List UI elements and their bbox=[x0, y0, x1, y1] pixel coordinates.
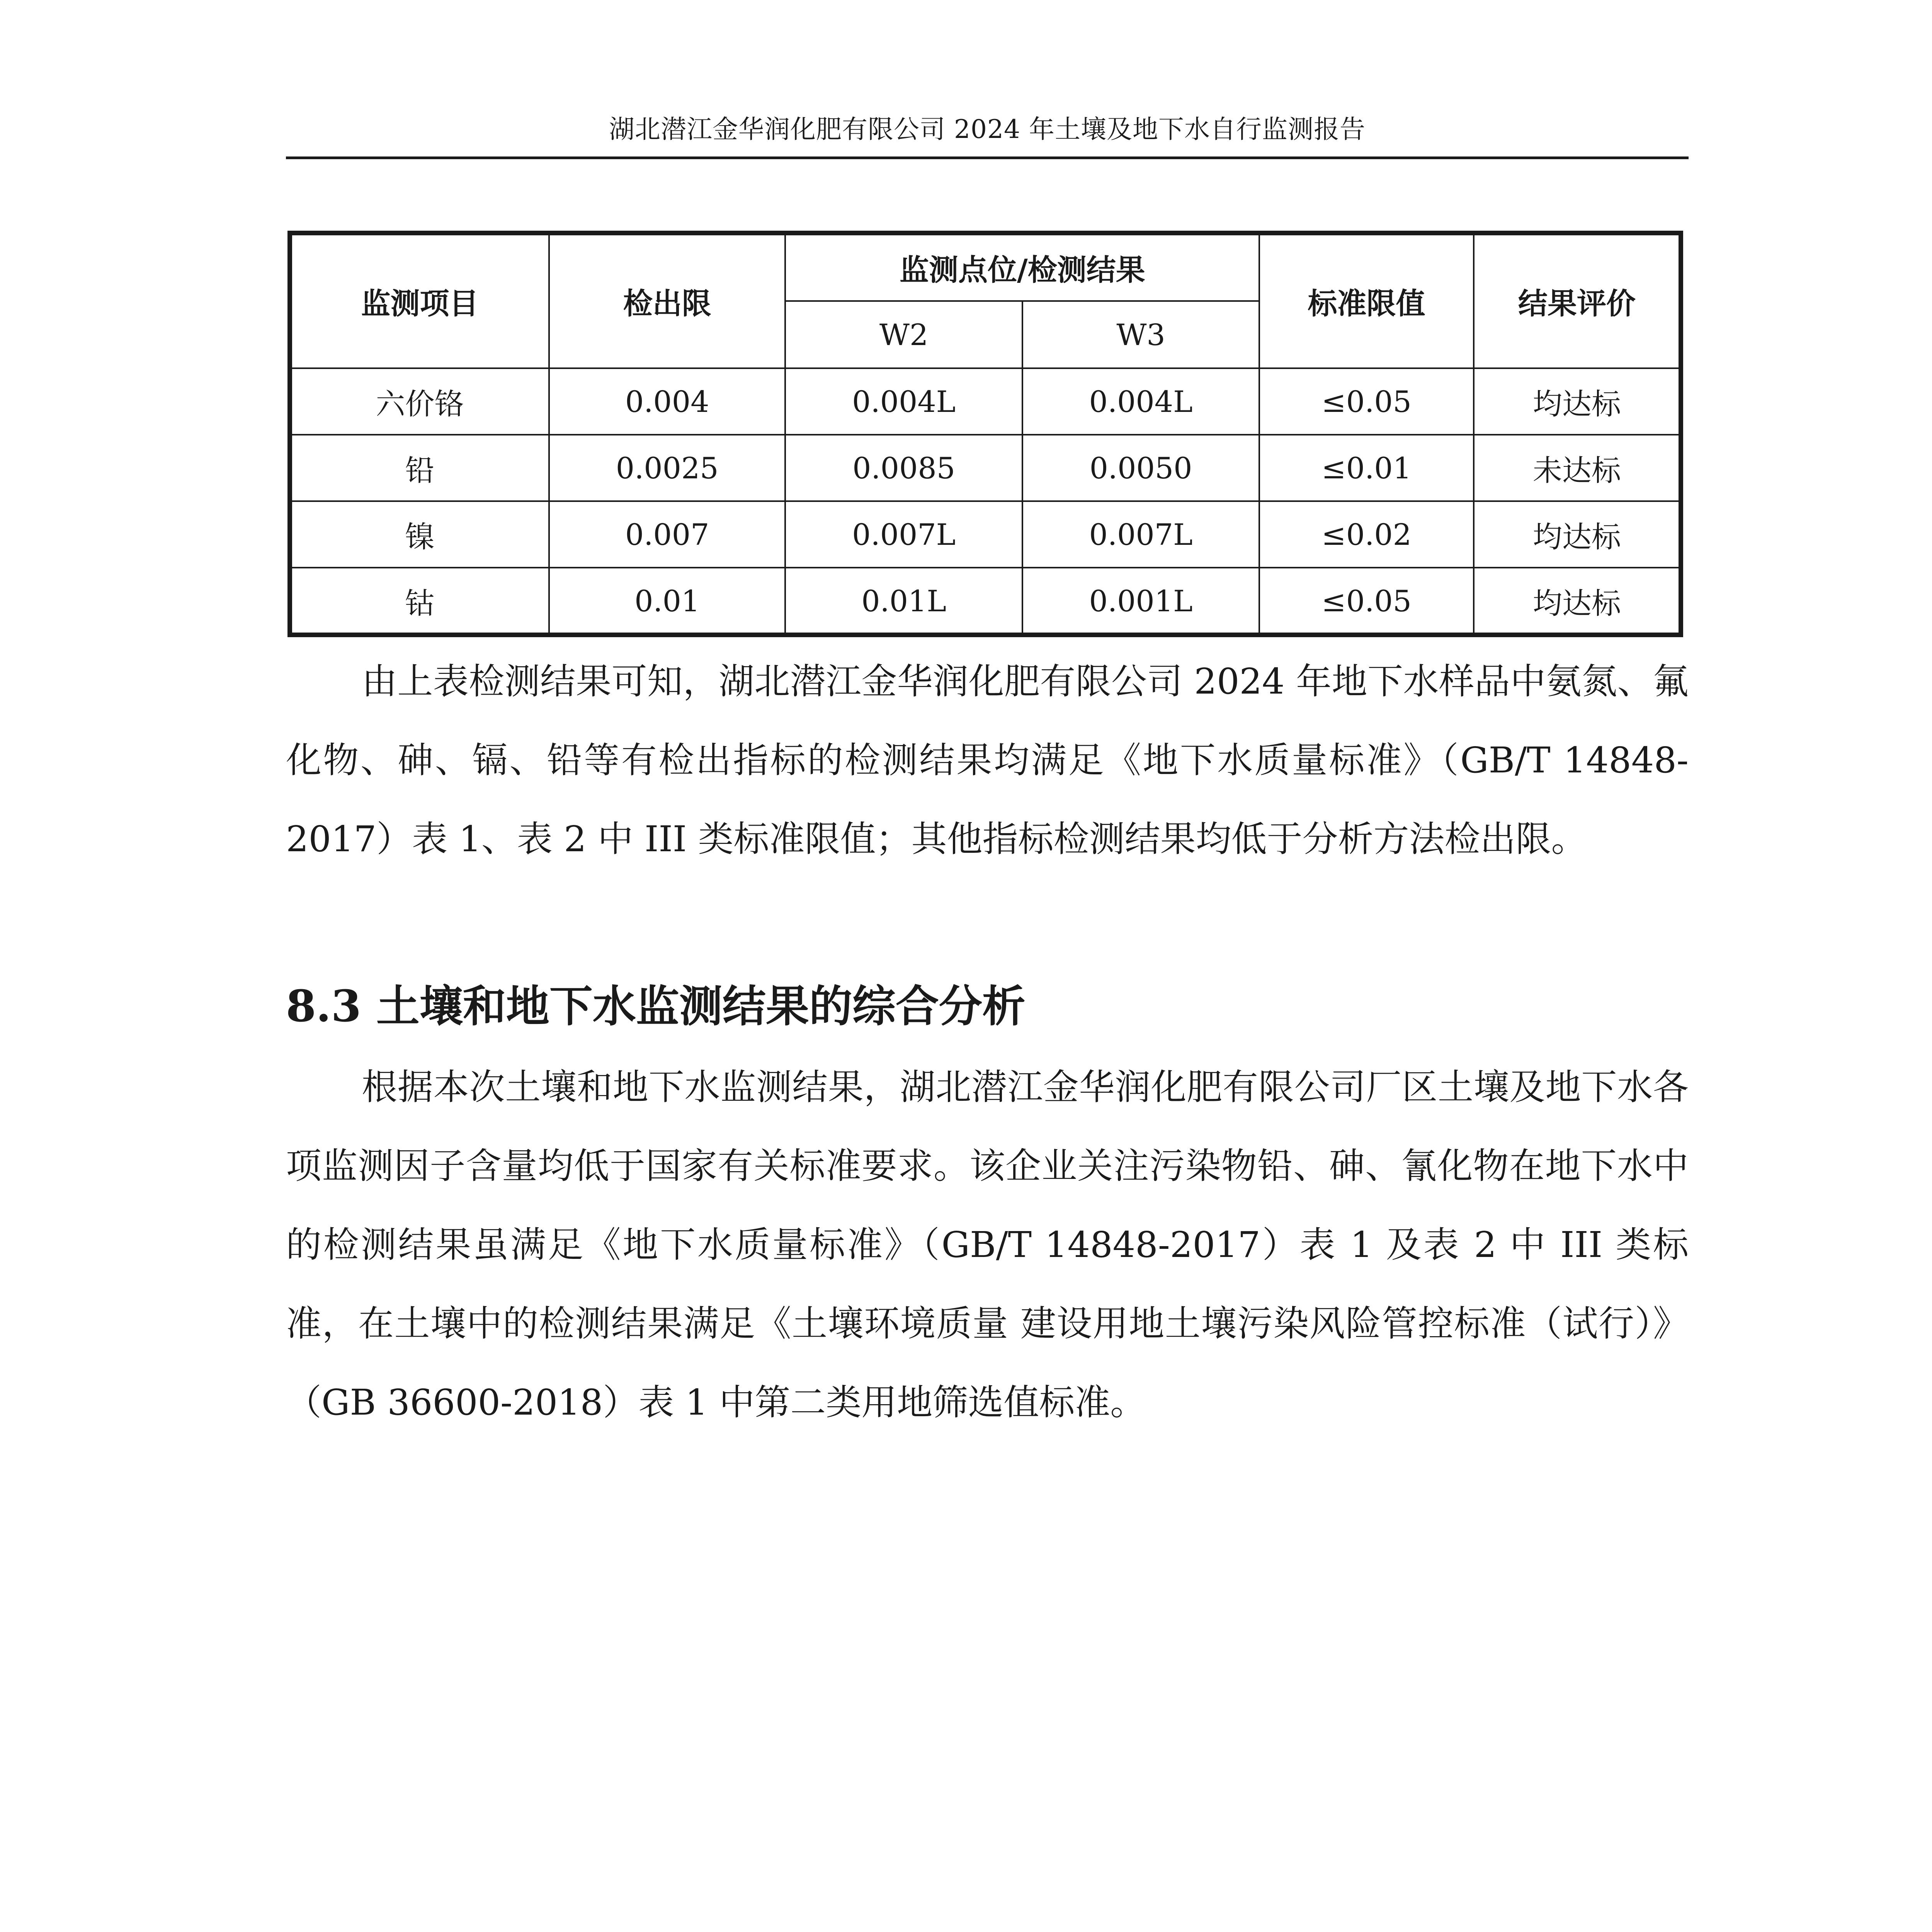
cell-item: 镍 bbox=[291, 501, 549, 568]
cell-standard: ≤0.02 bbox=[1259, 501, 1473, 568]
page-header: 湖北潜江金华润化肥有限公司 2024 年土壤及地下水自行监测报告 bbox=[609, 114, 1366, 144]
section-heading: 8.3 土壤和地下水监测结果的综合分析 bbox=[286, 981, 1026, 1032]
cell-w3: 0.0050 bbox=[1022, 435, 1259, 501]
cell-w3: 0.004L bbox=[1022, 368, 1259, 435]
cell-standard: ≤0.05 bbox=[1259, 368, 1473, 435]
cell-w2: 0.007L bbox=[785, 501, 1022, 568]
header-point-w3: W3 bbox=[1022, 301, 1259, 368]
header-divider bbox=[286, 156, 1689, 159]
table-row bbox=[291, 435, 1680, 501]
header-point-w2: W2 bbox=[785, 301, 1022, 368]
cell-w3: 0.007L bbox=[1022, 501, 1259, 568]
header-monitoring-points: 监测点位/检测结果 bbox=[785, 234, 1259, 301]
header-monitoring-item: 监测项目 bbox=[291, 234, 549, 368]
cell-item: 六价铬 bbox=[291, 368, 549, 435]
cell-w3: 0.001L bbox=[1022, 568, 1259, 634]
cell-limit: 0.004 bbox=[549, 368, 785, 435]
cell-eval: 均达标 bbox=[1474, 368, 1680, 435]
table-row bbox=[291, 568, 1680, 634]
table-row bbox=[291, 368, 1680, 435]
cell-w2: 0.01L bbox=[785, 568, 1022, 634]
cell-item: 铅 bbox=[291, 435, 549, 501]
cell-eval: 均达标 bbox=[1474, 568, 1680, 634]
results-summary-paragraph: 由上表检测结果可知，湖北潜江金华润化肥有限公司 2024 年地下水样品中氨氮、氟化物、砷、镉、铅等有检出指标的检测结果均满足《地下水质量标准》（GB/T 14848-2017）表 1、表 2 中 III 类标准限值；其他指标检测结果均低于分析方法检出限。 bbox=[286, 661, 1689, 860]
table-row bbox=[291, 501, 1680, 568]
header-standard-limit: 标准限值 bbox=[1259, 234, 1473, 368]
header-detection-limit: 检出限 bbox=[549, 234, 785, 368]
cell-item: 钴 bbox=[291, 568, 549, 634]
cell-eval: 均达标 bbox=[1474, 501, 1680, 568]
analysis-paragraph: 根据本次土壤和地下水监测结果，湖北潜江金华润化肥有限公司厂区土壤及地下水各项监测因子含量均低于国家有关标准要求。该企业关注污染物铅、砷、氰化物在地下水中的检测结果虽满足《地下水质量标准》（GB/T 14848-2017）表 1 及表 2 中 III 类标准，在土壤中的检测结果满足《土壤环境质量 建设用地土壤污染风险管控标准（试行）》（GB 36600-2018）表 1 中第二类用地筛选值标准。 bbox=[286, 1066, 1689, 1423]
cell-limit: 0.0025 bbox=[549, 435, 785, 501]
cell-limit: 0.01 bbox=[549, 568, 785, 634]
cell-standard: ≤0.05 bbox=[1259, 568, 1473, 634]
header-evaluation: 结果评价 bbox=[1474, 234, 1680, 368]
cell-w2: 0.0085 bbox=[785, 435, 1022, 501]
cell-eval: 未达标 bbox=[1474, 435, 1680, 501]
cell-w2: 0.004L bbox=[785, 368, 1022, 435]
cell-standard: ≤0.01 bbox=[1259, 435, 1473, 501]
cell-limit: 0.007 bbox=[549, 501, 785, 568]
monitoring-results-table bbox=[290, 233, 1681, 635]
